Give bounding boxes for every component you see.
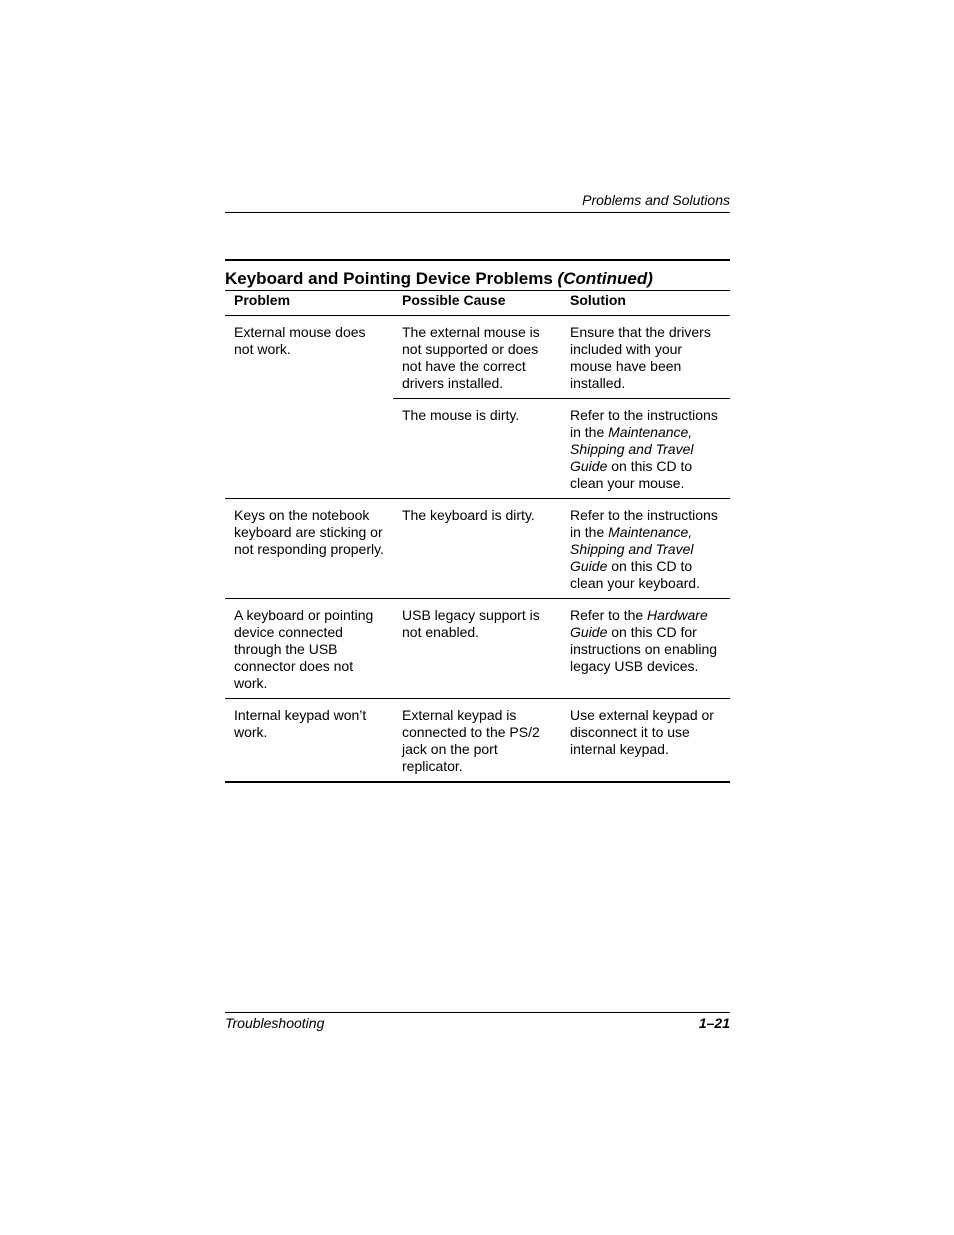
problem-cell: External mouse does not work. bbox=[234, 324, 366, 357]
guide-title: Maintenance, Shipping and Travel Guide bbox=[570, 524, 694, 574]
solution-cell bbox=[561, 599, 730, 699]
column-header-possible-cause: Possible Cause bbox=[393, 291, 561, 316]
running-head: Problems and Solutions bbox=[582, 192, 730, 208]
cause-cell: USB legacy support is not enabled. bbox=[393, 599, 561, 699]
guide-title: Hardware Guide bbox=[570, 607, 708, 640]
guide-title: Maintenance, Shipping and Travel Guide bbox=[570, 424, 694, 474]
page-number: 1–21 bbox=[698, 1015, 730, 1031]
solution-text: Refer to the instructions in the bbox=[570, 407, 718, 440]
table-bottom-rule bbox=[225, 781, 730, 783]
cause-cell: The keyboard is dirty. bbox=[393, 499, 561, 599]
solution-text: Refer to the instructions in the bbox=[570, 507, 718, 540]
solution-cell bbox=[561, 499, 730, 599]
table-header-row bbox=[225, 291, 730, 316]
table-top-rule bbox=[225, 259, 730, 261]
solution-text: on this CD to clean your mouse. bbox=[570, 458, 693, 491]
solution-text: Refer to the bbox=[570, 607, 648, 623]
table-title-text: Keyboard and Pointing Device Problems bbox=[225, 269, 553, 288]
footer-rule bbox=[225, 1012, 730, 1013]
column-header-problem: Problem bbox=[225, 291, 393, 316]
solution-cell: Ensure that the drivers included with your mouse have been installed. bbox=[570, 324, 711, 391]
problem-cell: A keyboard or pointing device connected through the USB connector does not work. bbox=[225, 599, 393, 699]
cause-cell: The mouse is dirty. bbox=[393, 399, 561, 499]
cause-cell: External keypad is connected to the PS/2 jack on the port replicator. bbox=[393, 699, 561, 782]
solution-cell: Use external keypad or disconnect it to use internal keypad. bbox=[561, 699, 730, 782]
column-header-solution: Solution bbox=[561, 291, 730, 316]
table-row bbox=[225, 599, 730, 699]
table-row bbox=[225, 499, 730, 599]
table-row bbox=[225, 316, 730, 399]
table-title-continued: (Continued) bbox=[557, 269, 653, 288]
problem-cell: Internal keypad won’t work. bbox=[225, 699, 393, 782]
problems-table bbox=[225, 290, 730, 781]
table-row bbox=[225, 699, 730, 782]
solution-cell bbox=[561, 399, 730, 499]
troubleshooting-table bbox=[225, 259, 730, 783]
solution-text: on this CD for instructions on enabling legacy USB devices. bbox=[570, 624, 718, 674]
table-title bbox=[225, 269, 730, 290]
header-rule bbox=[225, 212, 730, 213]
footer-section-title: Troubleshooting bbox=[225, 1015, 325, 1031]
problem-cell: Keys on the notebook keyboard are sticking or not responding properly. bbox=[225, 499, 393, 599]
solution-text: on this CD to clean your keyboard. bbox=[570, 558, 700, 591]
cause-cell: The external mouse is not supported or does not have the correct drivers installed. bbox=[402, 324, 540, 391]
